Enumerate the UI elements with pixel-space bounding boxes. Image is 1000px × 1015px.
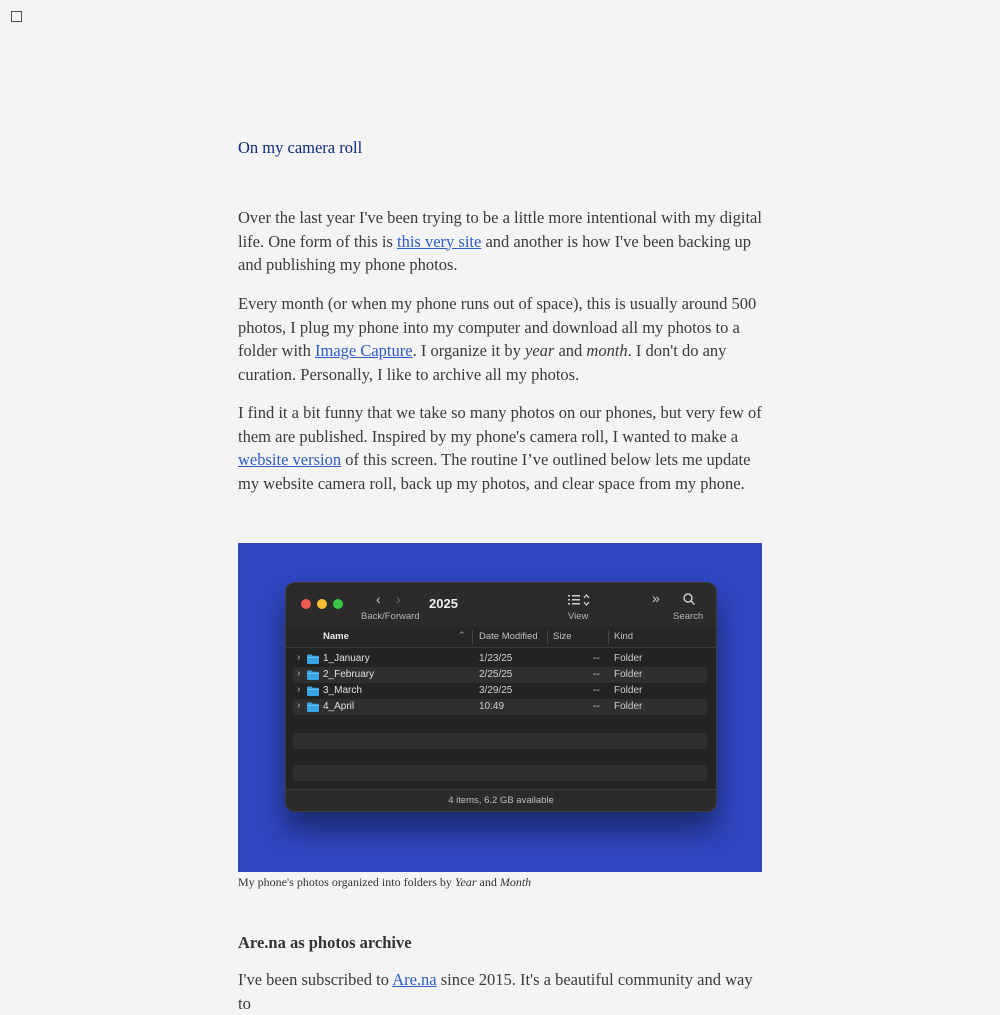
- text: I've been subscribed to: [238, 970, 393, 989]
- link-website-version[interactable]: website version: [238, 450, 342, 469]
- link-image-capture[interactable]: Image Capture: [314, 341, 413, 360]
- text: and another is how I've been backing up and publishing my phone photos.: [238, 231, 751, 274]
- file-kind: Folder: [614, 685, 643, 696]
- empty-row: [293, 765, 707, 781]
- date-modified: 3/29/25: [479, 685, 513, 696]
- section-heading: Are.na as photos archive: [238, 933, 412, 952]
- text: My phone's photos organized into folders by: [238, 875, 455, 889]
- paragraph-intro: [238, 206, 762, 277]
- file-size: --: [593, 701, 600, 712]
- chevron-left-icon[interactable]: ‹: [376, 591, 381, 607]
- column-header-name[interactable]: Name: [323, 631, 349, 642]
- file-size: --: [593, 653, 600, 664]
- date-modified: 10:49: [479, 701, 505, 712]
- paragraph-routine: [238, 292, 762, 386]
- folder-row[interactable]: [293, 699, 707, 715]
- paragraph-website: [238, 401, 762, 495]
- finder-toolbar: [286, 583, 716, 627]
- text: . I don't do any curation. Personally, I like to archive all my photos.: [238, 341, 727, 384]
- search-label: Search: [673, 611, 704, 622]
- text: Over the last year I've been trying to be a little more intentional with my digital life. One form of this is: [238, 208, 762, 251]
- folder-name: 4_April: [323, 701, 355, 712]
- disclosure-chevron-icon[interactable]: ›: [297, 684, 301, 695]
- folder-title: 2025: [429, 596, 458, 611]
- text: . I organize it by: [412, 341, 525, 360]
- page-title[interactable]: On my camera roll: [238, 138, 363, 157]
- file-kind: Folder: [614, 669, 643, 680]
- emphasis-year: Year: [454, 875, 477, 889]
- column-header-date[interactable]: Date Modified: [479, 631, 538, 642]
- date-modified: 1/23/25: [479, 653, 513, 664]
- folder-row[interactable]: [293, 651, 707, 667]
- list-view-icon[interactable]: [567, 593, 593, 607]
- folder-icon: [307, 702, 319, 712]
- close-window-button[interactable]: [301, 599, 311, 609]
- disclosure-chevron-icon[interactable]: ›: [297, 700, 301, 711]
- folder-icon: [307, 670, 319, 680]
- checkbox-icon[interactable]: [11, 11, 22, 22]
- finder-window: [285, 582, 717, 812]
- text: and: [476, 875, 500, 889]
- figure-caption: [238, 875, 531, 890]
- status-text: 4 items, 6.2 GB available: [448, 795, 554, 806]
- folder-icon: [307, 686, 319, 696]
- search-icon[interactable]: [682, 592, 696, 606]
- column-divider[interactable]: [608, 630, 609, 644]
- folder-icon: [307, 654, 319, 664]
- zoom-window-button[interactable]: [333, 599, 343, 609]
- column-divider[interactable]: [547, 630, 548, 644]
- text: and: [554, 341, 587, 360]
- file-size: --: [593, 685, 600, 696]
- emphasis-year: year: [525, 341, 555, 360]
- sort-ascending-icon[interactable]: ⌃: [458, 630, 466, 640]
- text: Every month (or when my phone runs out of space), this is usually around 500 photos, I plug my phone into my computer and download all my photos to a folder with: [238, 294, 757, 360]
- back-forward-label: Back/Forward: [361, 611, 420, 622]
- date-modified: 2/25/25: [479, 669, 513, 680]
- column-header-kind[interactable]: Kind: [614, 631, 634, 642]
- chevron-right-icon[interactable]: ›: [396, 591, 401, 607]
- folder-row[interactable]: [293, 667, 707, 683]
- text: I find it a bit funny that we take so many photos on our phones, but very few of them are published. Inspired by my phone's camera roll, I wanted to make a: [238, 403, 762, 446]
- file-list: [293, 651, 707, 715]
- status-bar: [286, 789, 716, 811]
- column-divider[interactable]: [472, 630, 473, 644]
- empty-row: [293, 733, 707, 749]
- folder-name: 2_February: [323, 669, 375, 680]
- column-header-size[interactable]: Size: [553, 631, 572, 642]
- double-chevron-icon[interactable]: »: [652, 590, 660, 606]
- folder-name: 3_March: [323, 685, 362, 696]
- paragraph-arena: [238, 968, 762, 1015]
- file-kind: Folder: [614, 701, 643, 712]
- disclosure-chevron-icon[interactable]: ›: [297, 652, 301, 663]
- finder-screenshot-figure: [238, 543, 762, 872]
- column-header-bar: [286, 627, 716, 648]
- minimize-window-button[interactable]: [317, 599, 327, 609]
- link-arena[interactable]: Are.na: [392, 970, 437, 989]
- file-kind: Folder: [614, 653, 643, 664]
- link-this-very-site[interactable]: this very site: [397, 231, 482, 251]
- folder-name: 1_January: [323, 653, 370, 664]
- emphasis-month: month: [586, 341, 628, 360]
- text: since 2015. It's a beautiful community and way to: [238, 970, 753, 1013]
- view-label: View: [568, 611, 589, 622]
- file-size: --: [593, 669, 600, 680]
- text: of this screen. The routine I’ve outlined below lets me update my website camera roll, back up my photos, and clear space from my phone.: [238, 450, 751, 493]
- emphasis-month: Month: [499, 875, 532, 889]
- disclosure-chevron-icon[interactable]: ›: [297, 668, 301, 679]
- folder-row[interactable]: [293, 683, 707, 699]
